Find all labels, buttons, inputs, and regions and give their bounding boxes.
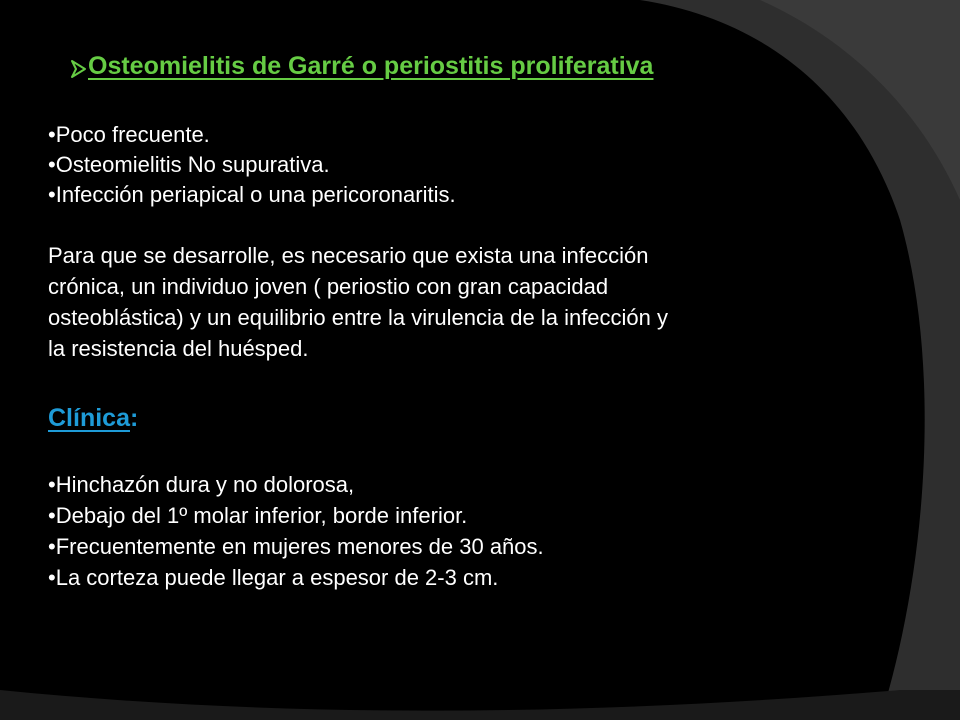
bullet-list-clinical — [48, 469, 888, 593]
list-item: •Frecuentemente en mujeres menores de 30 años. — [48, 534, 544, 559]
list-item: •Osteomielitis No supurativa. — [48, 152, 330, 177]
description-paragraph — [48, 240, 888, 364]
paragraph-line: crónica, un individuo joven ( periostio con gran capacidad — [48, 274, 609, 299]
section-heading-colon: : — [129, 404, 139, 432]
list-item: •Infección periapical o una pericoronaritis. — [48, 182, 456, 207]
slide-title — [70, 52, 653, 81]
bullet-list-general — [48, 120, 888, 210]
list-item: •Debajo del 1º molar inferior, borde inferior. — [48, 503, 468, 528]
list-item: •Poco frecuente. — [48, 122, 210, 147]
paragraph-line: la resistencia del huésped. — [48, 336, 309, 361]
paragraph-line: Para que se desarrolle, es necesario que exista una infección — [48, 243, 649, 268]
list-item: •La corteza puede llegar a espesor de 2-3 cm. — [48, 565, 499, 590]
section-heading-clinica — [48, 403, 888, 433]
list-item: •Hinchazón dura y no dolorosa, — [48, 472, 355, 497]
paragraph-line: osteoblástica) y un equilibrio entre la virulencia de la infección y — [48, 305, 669, 330]
slide-content — [48, 120, 888, 593]
title-text: Osteomielitis de Garré o periostitis proliferativa — [88, 52, 654, 80]
section-heading-text: Clínica — [48, 404, 130, 432]
arrow-bullet-icon — [70, 57, 87, 77]
